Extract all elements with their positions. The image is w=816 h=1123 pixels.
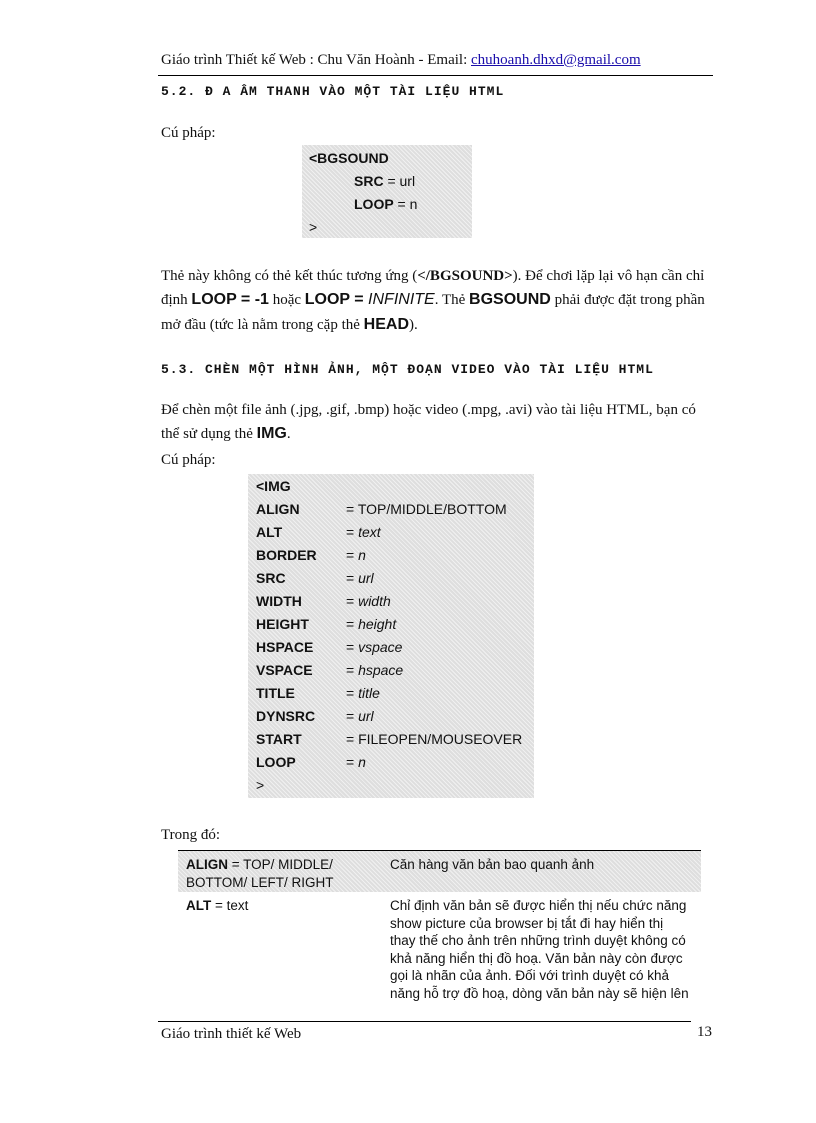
code-close-tag: >: [256, 777, 265, 793]
code-attr-name: WIDTH: [256, 593, 302, 609]
code-attr-name: TITLE: [256, 685, 295, 701]
code-attr-name: SRC: [256, 570, 286, 586]
code-attr-value: = FILEOPEN/MOUSEOVER: [346, 731, 523, 747]
footer-title: Giáo trình thiết kế Web: [161, 1026, 302, 1042]
section-heading-5-2: 5.2. Đ A ÂM THANH VÀO MỘT TÀI LIỆU HTML: [161, 84, 505, 99]
paragraph-line-3: mở đầu (tức là nằm trong cặp thẻ HEAD).: [161, 316, 418, 333]
code-attr-value: = height: [346, 616, 397, 632]
where-label: Trong đó:: [161, 827, 221, 843]
paragraph-5-3-line-1: Để chèn một file ảnh (.jpg, .gif, .bmp) hoặc video (.mpg, .avi) vào tài liệu HTML, bạn có: [161, 402, 696, 418]
code-attr-value: = hspace: [346, 662, 404, 678]
code-attr-name: HSPACE: [256, 639, 314, 655]
paragraph-line-2: định LOOP = -1 hoặc LOOP = INFINITE. Thẻ BGSOUND phải được đặt trong phần: [161, 291, 705, 308]
email-link[interactable]: chuhoanh.dhxd@gmail.com: [471, 52, 641, 68]
paragraph-5-3-line-2: thể sử dụng thẻ IMG.: [161, 425, 291, 442]
syntax-label-img: Cú pháp:: [161, 452, 216, 468]
code-open-tag: <BGSOUND: [309, 150, 389, 166]
code-attr-value: = title: [346, 685, 380, 701]
code-close-tag: >: [309, 219, 318, 235]
code-attr-name: VSPACE: [256, 662, 313, 678]
img-syntax-box: [248, 474, 534, 798]
code-attr-value: = vspace: [346, 639, 403, 655]
table-cell-desc-align: Căn hàng văn bản bao quanh ảnh: [390, 857, 595, 872]
header-text: Giáo trình Thiết kế Web : Chu Văn Hoành - Email:: [161, 52, 471, 68]
code-attr-name: HEIGHT: [256, 616, 309, 632]
code-attr-value: = n: [346, 547, 366, 563]
table-cell-attr-align: ALIGN = TOP/ MIDDLE/ BOTTOM/ LEFT/ RIGHT: [186, 857, 334, 890]
code-line-loop: LOOP = n: [354, 196, 418, 212]
code-attr-value: = text: [346, 524, 381, 540]
table-cell-attr-alt: ALT = text: [186, 898, 249, 913]
syntax-label: Cú pháp:: [161, 125, 216, 141]
code-attr-value: = width: [346, 593, 391, 609]
code-attr-name: ALIGN: [256, 501, 300, 517]
code-attr-value: = TOP/MIDDLE/BOTTOM: [346, 501, 507, 517]
code-attr-value: = url: [346, 708, 374, 724]
code-attr-name: ALT: [256, 524, 283, 540]
bgsound-syntax-box: [302, 145, 472, 238]
header-rule: [158, 75, 713, 76]
footer-rule: [158, 1021, 691, 1022]
page-number: 13: [697, 1024, 712, 1040]
code-attr-name: BORDER: [256, 547, 317, 563]
code-line-src: SRC = url: [354, 173, 416, 189]
code-attr-name: DYNSRC: [256, 708, 316, 724]
code-attr-value: = n: [346, 754, 366, 770]
page-header: [161, 52, 641, 69]
code-attr-name: START: [256, 731, 302, 747]
section-heading-5-3: 5.3. CHÈN MỘT HÌNH ẢNH, MỘT ĐOẠN VIDEO VÀO TÀI LIỆU HTML: [161, 362, 654, 377]
code-open-tag: <IMG: [256, 478, 291, 494]
table-cell-desc-alt: Chỉ định văn bản sẽ được hiển thị nếu chức năng show picture của browser bị tắt đi hay hiển thị thay thế cho ảnh trên những trình duyệt không có khả năng hiển thị đồ hoạ. Văn bản này còn được gọi là nhãn của ảnh. Đối với trình duyệt có khả năng hỗ trợ đồ hoạ, dòng văn bản này sẽ hiện lên: [390, 898, 689, 1001]
code-attr-value: = url: [346, 570, 374, 586]
paragraph-line-1: Thẻ này không có thẻ kết thúc tương ứng (</BGSOUND>). Để chơi lặp lại vô hạn cần chỉ: [161, 268, 705, 284]
code-attr-name: LOOP: [256, 754, 296, 770]
